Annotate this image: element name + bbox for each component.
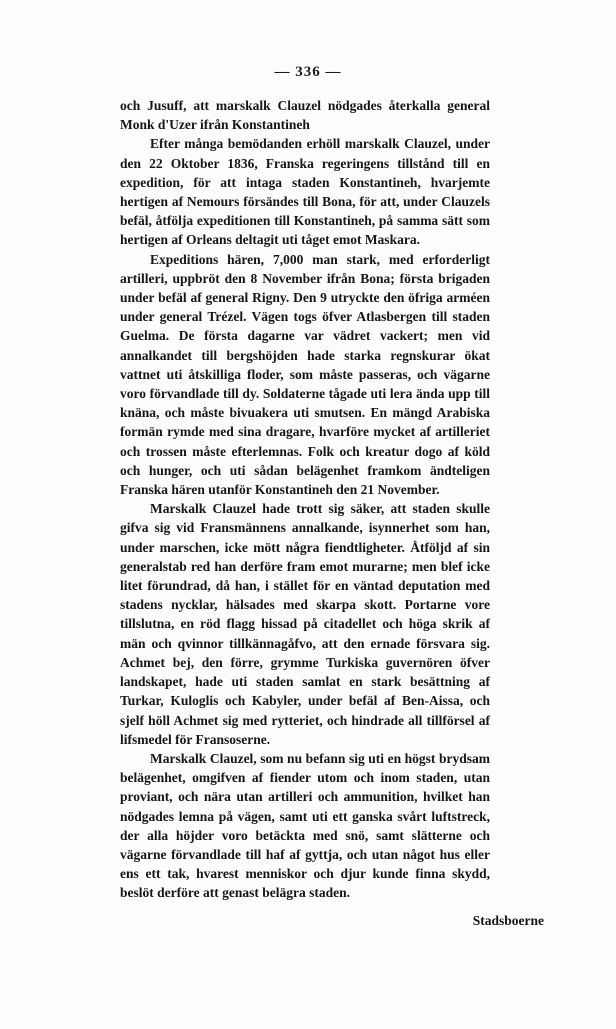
body-text [120,96,490,903]
paragraph: Efter många bemödanden erhöll marskalk Clauzel, under den 22 Oktober 1836, Franska regeringens tillstånd till en expedition, för att intaga staden Konstantineh, hvarjemte hertigen af Nemours försändes till Bona, för att, under Clauzels befäl, åtfölja expeditionen till Konstantineh, på samma sätt som hertigen af Orleans deltagit uti tåget emot Maskara. [120,136,490,248]
paragraph: Marskalk Clauzel, som nu befann sig uti en högst brydsam belägenhet, omgifven af fiender utom och inom staden, utan proviant, och nära utan artilleri och ammunition, hvilket han nödgades lemna på vägen, samt uti ett ganska svårt luftstreck, der alla höjder voro betäckta med snö, samt slätterne och vägarne förvandlade till haf af gyttja, och utan något hus eller ens ett tak, hvarest menniskor och djur kunde finna skydd, beslöt derföre att genast belägra staden. [120,750,490,901]
paragraph: Expeditions hären, 7,000 man stark, med erforderligt artilleri, uppbröt den 8 November ifrån Bona; första brigaden under befäl af general Rigny. Den 9 utryckte den öfriga arméen under general Trézel. Vägen togs öfver Atlasbergen till staden Guelma. De första dagarne var vädret vackert; men vid annalkandet till bergshöjden hade starka regnskurar ökat vattnet uti åtskilliga floder, som måste passeras, och vägarne voro förvandlade till dy. Soldaterne tågade uti lera ända upp till knäna, och måste bivuakera uti smutsen. En mängd Arabiska formän rymde med sina dragare, hvarföre mycket af artilleriet och trossen måste efterlemnas. Folk och kreatur dogo af köld och hunger, och uti sådan belägenhet framkom ändteligen Franska hären utanför Konstantineh den 21 November. [120,251,490,498]
page-number: — 336 — [274,64,342,80]
paragraph: Marskalk Clauzel hade trott sig säker, att staden skulle gifva sig vid Fransmännens annalkande, isynnerhet som han, under marschen, icke mött några fiendtligheter. Åtföljd af sin generalstab red han derföre fram emot murarne; men blef icke litet förundrad, då han, i stället för en väntad deputation med stadens nycklar, hälsades med skarpa skott. Portarne vore tillslutna, en röd flagg hissad på citadellet och höga skrik af män och qvinnor tillkännagåfvo, att den ernade försvara sig. Achmet bej, den förre, grymme Turkiska guvernören öfver landskapet, hade uti staden samlat en stark besättning af Turkar, Kuloglis och Kabyler, under befäl af Ben-Aissa, och sjelf höll Achmet sig med rytteriet, och hindrade all tillförsel af lifsmedel för Fransoserne. [120,501,490,747]
paragraph-continuation: och Jusuff, att marskalk Clauzel nödgades återkalla general Monk d'Uzer ifrån Konstantineh [120,98,490,133]
catchword: Stadsboerne [472,913,544,928]
